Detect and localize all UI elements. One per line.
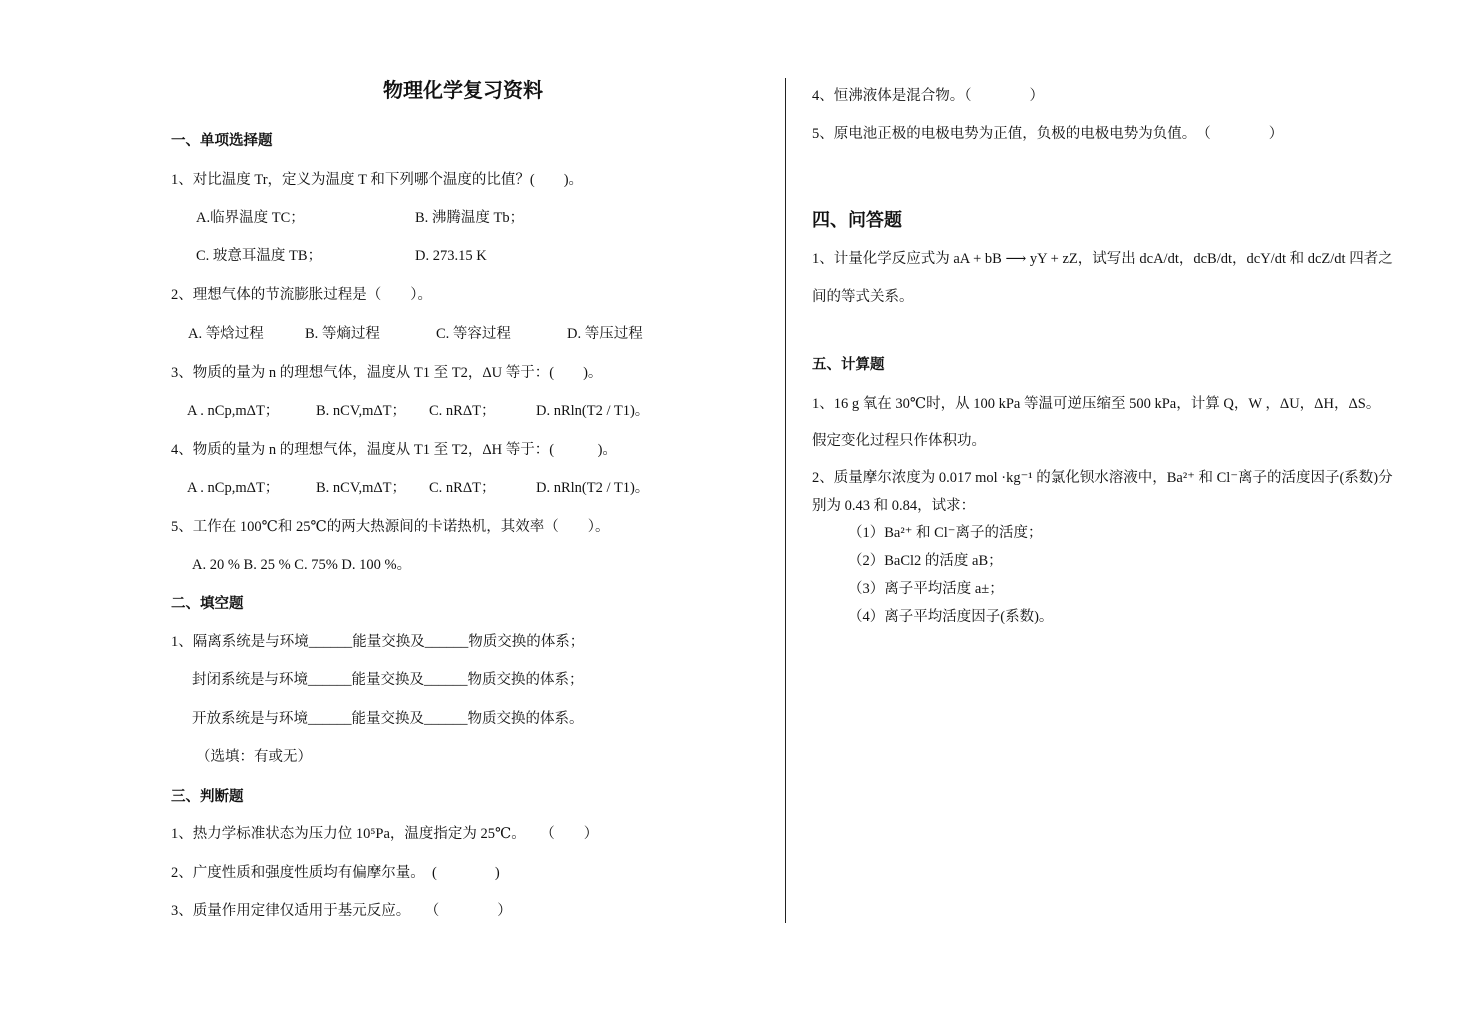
section-heading-short-answer: 四、问答题 [812,210,902,231]
fill-blank-3: 开放系统是与环境______能量交换及______物质交换的体系。 [192,711,584,727]
question-3-option-b: B. nCV,mΔT； [316,403,407,419]
question-1: 1、对比温度 Tr，定义为温度 T 和下列哪个温度的比值？( )。 [171,172,584,188]
short-answer-1-line-1: 1、计量化学反应式为 aA + bB ⟶ yY + zZ，试写出 dcA/dt，dcB/dt，dcY/dt 和 dcZ/dt 四者之 [812,251,1393,267]
page-title: 物理化学复习资料 [383,78,543,102]
section-heading-calculation: 五、计算题 [812,357,885,373]
question-1-option-a: A.临界温度 TC； [196,210,305,226]
question-5-options: A. 20 % B. 25 % C. 75% D. 100 %。 [192,557,412,573]
calculation-2-part-3: （3）离子平均活度 a±； [848,581,1004,597]
question-2-option-a: A. 等焓过程 [188,326,264,342]
calculation-2-part-2: （2）BaCl2 的活度 aB； [848,553,1003,569]
fill-blank-2: 封闭系统是与环境______能量交换及______物质交换的体系； [192,672,584,688]
column-divider [785,78,786,923]
question-4: 4、物质的量为 n 的理想气体，温度从 T1 至 T2，ΔH 等于：( )。 [171,442,617,458]
true-false-4: 4、恒沸液体是混合物。（ ） [812,88,1044,104]
question-3: 3、物质的量为 n 的理想气体，温度从 T1 至 T2，ΔU 等于：( )。 [171,365,603,381]
question-4-option-b: B. nCV,mΔT； [316,480,407,496]
question-2: 2、理想气体的节流膨胀过程是（ ）。 [171,287,432,303]
question-3-option-a: A . nCp,mΔT； [187,403,280,419]
calculation-1-line-2: 假定变化过程只作体积功。 [812,433,986,449]
fill-blank-1: 1、隔离系统是与环境______能量交换及______物质交换的体系； [171,634,585,650]
true-false-1: 1、热力学标准状态为压力位 10⁵Pa，温度指定为 25℃。 （ ） [171,826,599,842]
calculation-1-line-1: 1、16 g 氧在 30℃时，从 100 kPa 等温可逆压缩至 500 kPa，计算 Q，W ，ΔU，ΔH，ΔS。 [812,396,1381,412]
true-false-3: 3、质量作用定律仅适用于基元反应。 （ ） [171,903,512,919]
question-4-option-d: D. nRln(T2 / T1)。 [536,480,650,496]
question-3-option-d: D. nRln(T2 / T1)。 [536,403,650,419]
question-3-option-c: C. nRΔT； [429,403,496,419]
short-answer-1-line-2: 间的等式关系。 [812,289,914,305]
true-false-5: 5、原电池正极的电极电势为正值，负极的电极电势为负值。 （ ） [812,126,1284,142]
section-heading-true-false: 三、判断题 [171,789,244,805]
calculation-2-line-1: 2、质量摩尔浓度为 0.017 mol ·kg⁻¹ 的氯化钡水溶液中，Ba²⁺ 和 Cl⁻离子的活度因子(系数)分 [812,470,1393,486]
question-1-option-d: D. 273.15 K [415,248,487,264]
true-false-2: 2、广度性质和强度性质均有偏摩尔量。 ( ) [171,865,500,881]
question-4-option-c: C. nRΔT； [429,480,496,496]
section-heading-single-choice: 一、单项选择题 [171,133,273,149]
question-1-option-c: C. 玻意耳温度 TB； [196,248,323,264]
calculation-2-part-4: （4）离子平均活度因子(系数)。 [848,609,1054,625]
question-4-option-a: A . nCp,mΔT； [187,480,280,496]
calculation-2-part-1: （1）Ba²⁺ 和 Cl⁻离子的活度； [848,525,1043,541]
question-2-option-b: B. 等熵过程 [305,326,380,342]
question-2-option-c: C. 等容过程 [436,326,511,342]
question-2-option-d: D. 等压过程 [567,326,643,342]
question-5: 5、工作在 100℃和 25℃的两大热源间的卡诺热机，其效率（ ）。 [171,519,610,535]
question-1-option-b: B. 沸腾温度 Tb； [415,210,525,226]
calculation-2-line-2: 别为 0.43 和 0.84，试求： [812,498,976,514]
section-heading-fill-blank: 二、填空题 [171,596,244,612]
fill-blank-hint: （选填：有或无） [196,749,312,765]
